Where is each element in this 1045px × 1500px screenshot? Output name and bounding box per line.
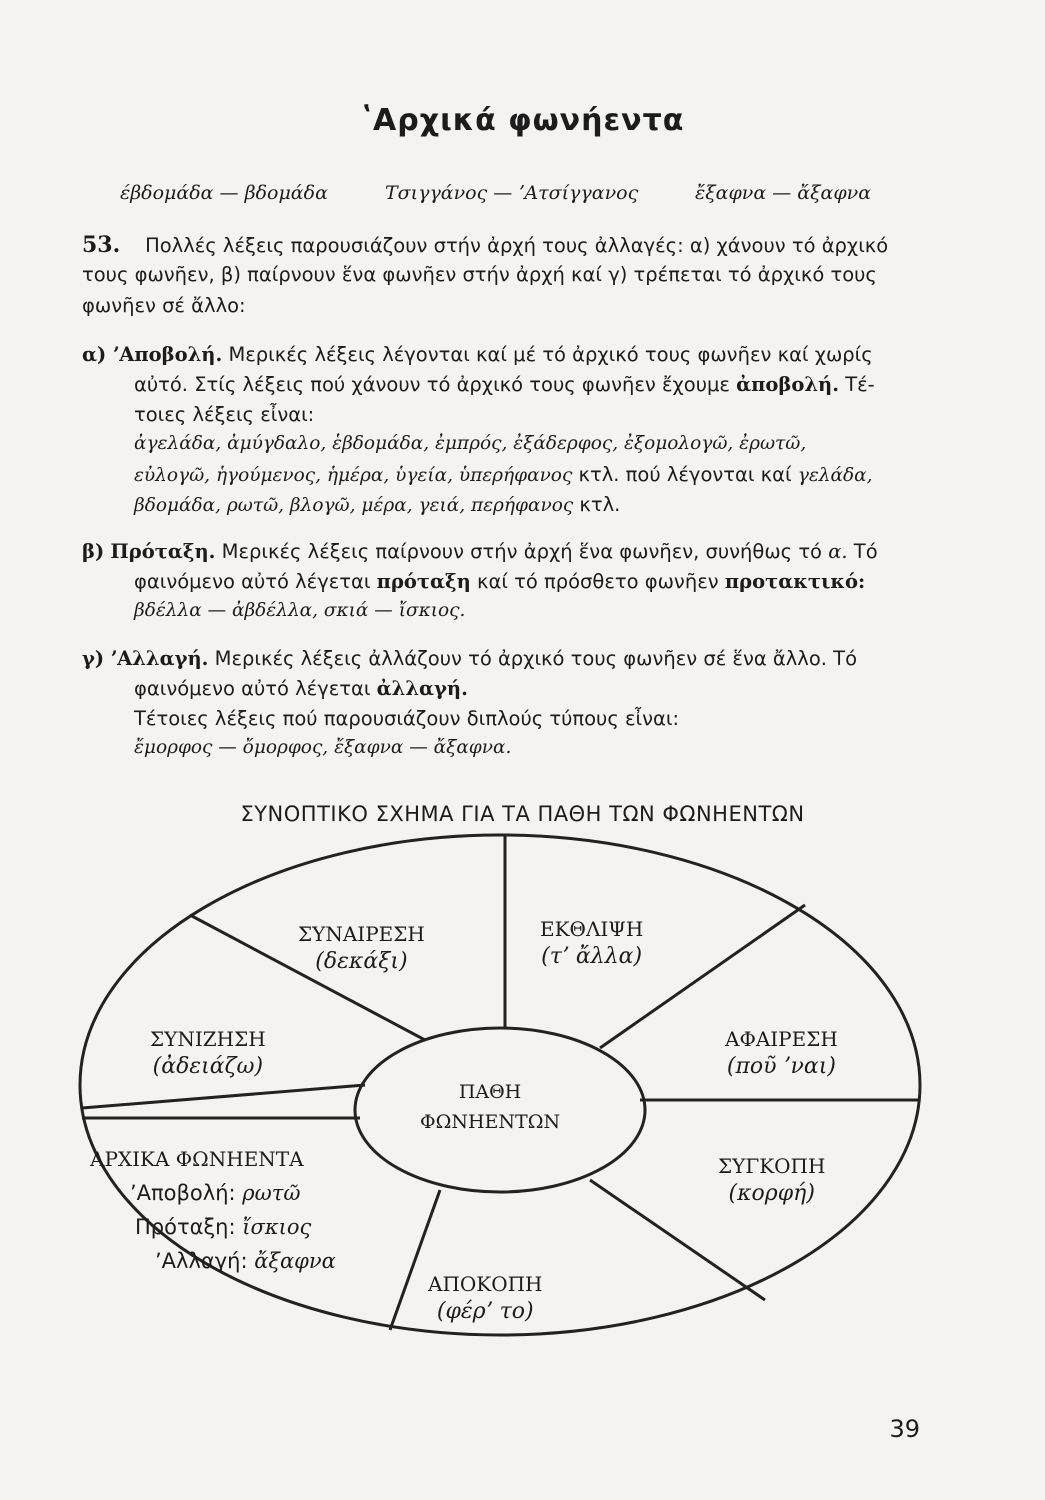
example-2: Τσιγγάνος — ʼΑτσίγγανος: [385, 182, 639, 204]
initial-row-label: ʼΑποβολή:: [130, 1181, 236, 1205]
allagi-term: ʼΑλλαγή.: [110, 647, 209, 670]
initial-row: [90, 1244, 336, 1278]
initial-row: [90, 1210, 336, 1244]
apovoli-text-2: αὐτό. Στίς λέξεις πού χάνουν τό ἀρχικό τους φωνῆεν ἔχουμε: [134, 373, 730, 396]
segment-example: (τʼ ἄλλα): [541, 944, 643, 969]
protaxi-text-1-end: Τό: [853, 540, 878, 563]
segment-afairesi: [725, 1025, 838, 1081]
segment-example: (ἀδειάζω): [152, 1054, 264, 1079]
initial-row: [90, 1176, 336, 1210]
page-number: 39: [889, 1415, 920, 1443]
apovoli-term: ʼΑποβολή.: [112, 343, 223, 366]
example-3: ἔξαφνα — ἄξαφνα: [695, 182, 872, 204]
segment-example: (φέρʼ το): [436, 1299, 534, 1324]
initial-row-example: ἴσκιος: [242, 1215, 312, 1239]
segment-ekthlipsi: [540, 915, 643, 971]
segment-name: ΣΥΝΑΙΡΕΣΗ: [298, 922, 425, 946]
intro-line-1: Πολλές λέξεις παρουσιάζουν στήν ἀρχή τους ἀλλαγές: α) χάνουν τό ἀρχικό: [145, 234, 889, 257]
divider-left-upper: [82, 1085, 365, 1108]
allagi-text-2: φαινόμενο αὐτό λέγεται: [134, 677, 371, 700]
initial-vowels-box: [90, 1142, 336, 1278]
center-line-2: ΦΩΝΗΕΝΤΩΝ: [420, 1111, 561, 1133]
apovoli-example-1: ἀγελάδα, ἀμύγδαλο, ἑβδομάδα, ἐμπρός, ἐξάδερφος, ἐξομολογῶ, ἐρωτῶ,: [134, 433, 807, 454]
apovoli-bold: ἀποβολή.: [736, 373, 840, 396]
protaxi-letter: α.: [828, 540, 848, 563]
protaxi-example: βδέλλα — ἀβδέλλα, σκιά — ἴσκιος.: [134, 600, 466, 621]
apovoli-marker: α): [82, 343, 107, 366]
protaxi-marker: β): [82, 540, 105, 563]
allagi-bold: ἀλλαγή.: [376, 677, 468, 700]
segment-example: (ποῦ ʼναι): [726, 1054, 836, 1079]
segment-example: (δεκάξι): [315, 949, 408, 974]
page-title: ʽΑρχικά φωνήεντα: [360, 103, 685, 138]
intro-line-3: φωνῆεν σέ ἄλλο:: [82, 294, 246, 317]
initial-row-label: Πρόταξη:: [135, 1215, 236, 1239]
protaxi-bold-2: προτακτικό:: [724, 570, 866, 593]
allagi-marker: γ): [82, 647, 105, 670]
diagram-title: ΣΥΝΟΠΤΙΚΟ ΣΧΗΜΑ ΓΙΑ ΤΑ ΠΑΘΗ ΤΩΝ ΦΩΝΗΕΝΤΩΝ: [240, 802, 805, 826]
apovoli-text-2-end: Τέ-: [845, 373, 875, 396]
protaxi-text-1: Μερικές λέξεις παίρνουν στήν ἀρχή ἕνα φωνῆεν, συνήθως τό: [221, 540, 822, 563]
center-line-1: ΠΑΘΗ: [458, 1081, 522, 1103]
segment-example: (κορφή): [728, 1181, 815, 1206]
protaxi-text-2-mid: καί τό πρόσθετο φωνῆεν: [476, 570, 719, 593]
initial-row-example: ἄξαφνα: [254, 1249, 336, 1273]
apovoli-example-2-word: γελάδα,: [797, 465, 873, 486]
protaxi-bold: πρόταξη: [376, 570, 471, 593]
segment-name: ΣΥΝΙΖΗΣΗ: [150, 1027, 266, 1051]
protaxi-text-2: φαινόμενο αὐτό λέγεται: [134, 570, 371, 593]
apovoli-line-3: τοιες λέξεις εἶναι:: [134, 403, 315, 426]
initial-row-example: ρωτῶ: [242, 1181, 301, 1205]
section-number: 53.: [82, 232, 121, 258]
apovoli-text-1: Μερικές λέξεις λέγονται καί μέ τό ἀρχικό τους φωνῆεν καί χωρίς: [228, 343, 873, 366]
initial-vowels-heading: ΑΡΧΙΚΑ ΦΩΝΗΕΝΤΑ: [90, 1147, 304, 1171]
segment-synizisi: [150, 1025, 266, 1081]
segment-name: ΑΠΟΚΟΠΗ: [428, 1272, 543, 1296]
allagi-text-1: Μερικές λέξεις ἀλλάζουν τό ἀρχικό τους φωνῆεν σέ ἕνα ἄλλο. Τό: [214, 647, 858, 670]
apovoli-example-2-text: κτλ. πού λέγονται καί: [578, 463, 792, 486]
segment-apokopi: [428, 1270, 543, 1326]
apovoli-example-3-words: βδομάδα, ρωτῶ, βλογῶ, μέρα, γειά, περήφανος: [134, 495, 574, 516]
segment-name: ΑΦΑΙΡΕΣΗ: [725, 1027, 838, 1051]
segment-name: ΕΚΘΛΙΨΗ: [540, 917, 644, 941]
segment-name: ΣΥΓΚΟΠΗ: [718, 1154, 826, 1178]
allagi-example: ἔμορφος — ὄμορφος, ἔξαφνα — ἄξαφνα.: [134, 737, 512, 758]
segment-synairesi: [298, 920, 425, 976]
center-label: [420, 1077, 560, 1137]
intro-line-2: τους φωνῆεν, β) παίρνουν ἕνα φωνῆεν στήν ἀρχή καί γ) τρέπεται τό ἀρχικό τους: [82, 263, 877, 286]
segment-synkopi: [718, 1152, 825, 1208]
apovoli-example-2-words: εὐλογῶ, ἡγούμενος, ἡμέρα, ὑγεία, ὑπερήφανος: [134, 465, 573, 486]
apovoli-example-3-text: κτλ.: [579, 493, 621, 516]
protaxi-term: Πρόταξη.: [110, 540, 216, 563]
example-1: έβδομάδα — βδομάδα: [120, 182, 328, 204]
initial-row-label: ʼΑλλαγή:: [155, 1249, 248, 1273]
allagi-line-3: Τέτοιες λέξεις πού παρουσιάζουν διπλούς τύπους εἶναι:: [134, 707, 680, 730]
